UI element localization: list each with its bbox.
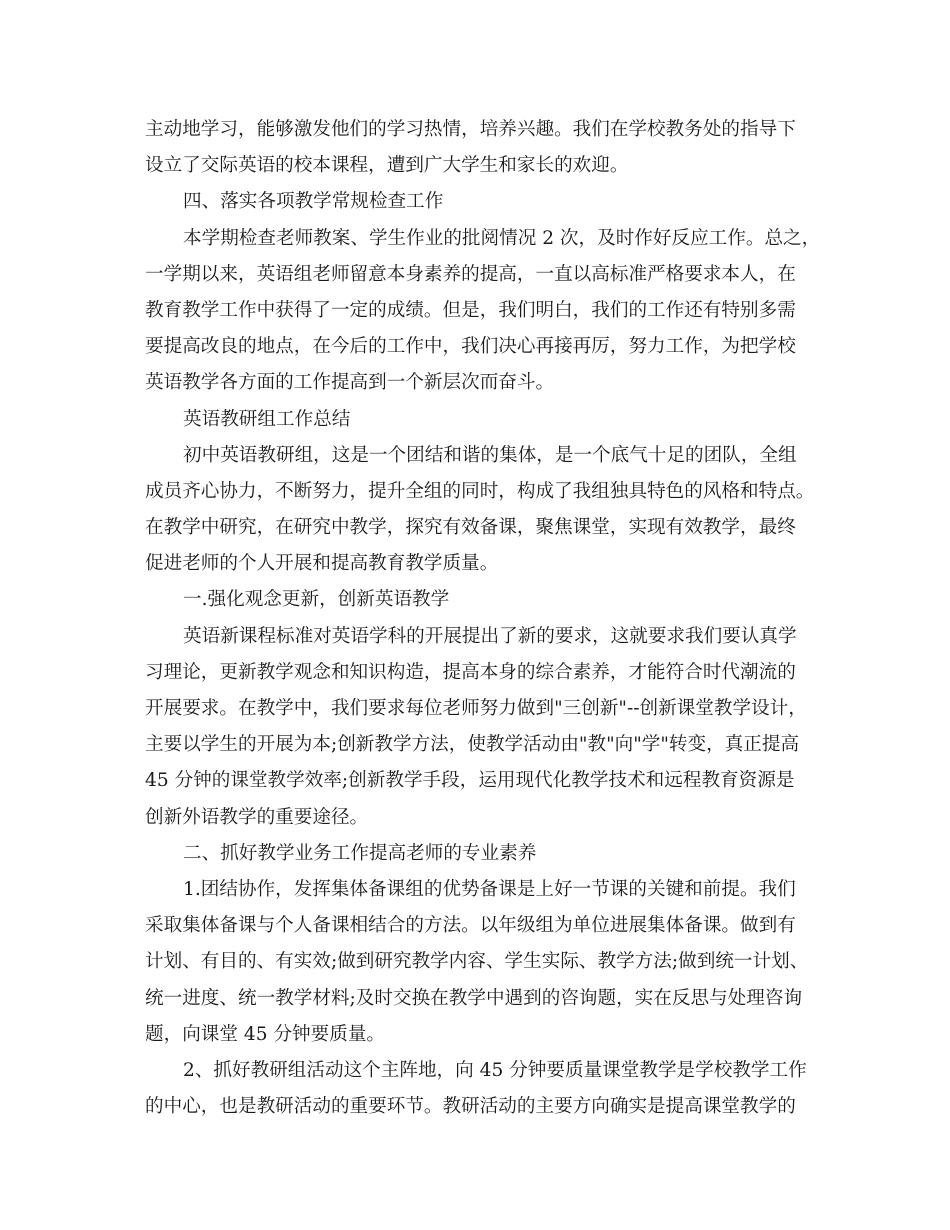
text-line-13: 促进老师的个人开展和提高教育教学质量。: [145, 553, 499, 575]
text-line-10: 初中英语教研组，这是一个团结和谐的集体，是一个底气十足的团队，全组: [183, 444, 797, 466]
text-line-23: 采取集体备课与个人备课相结合的方法。以年级组为单位进展集体备课。做到有: [145, 915, 796, 937]
text-line-20: 创新外语教学的重要途径。: [145, 806, 369, 828]
text-line-27: 2、抓好教研组活动这个主阵地，向 45 分钟要质量课堂教学是学校教学工作: [183, 1059, 807, 1081]
text-line-25: 统一进度、统一教学材料;及时交换在教学中遇到的咨询题，实在反思与处理咨询: [145, 987, 803, 1009]
text-line-11: 成员齐心协力，不断努力，提升全组的同时，构成了我组独具特色的风格和特点。: [145, 480, 815, 502]
text-line-6: 教育教学工作中获得了一定的成绩。但是，我们明白，我们的工作还有特别多需: [145, 299, 796, 321]
text-line-5: 一学期以来，英语组老师留意本身素养的提高，一直以高标准严格要求本人，在: [145, 263, 796, 285]
text-line-2: 设立了交际英语的校本课程，遭到广大学生和家长的欢迎。: [145, 155, 629, 177]
text-line-24: 计划、有目的、有实效;做到研究教学内容、学生实际、教学方法;做到统一计划、: [145, 951, 809, 973]
text-line-17: 开展要求。在教学中，我们要求每位老师努力做到"三创新"--创新课堂教学设计，: [145, 698, 807, 719]
text-line-18: 主要以学生的开展为本;创新教学方法，使教学活动由"教"向"学"转变，真正提高: [145, 734, 800, 756]
text-line-26: 题，向课堂 45 分钟要质量。: [145, 1023, 386, 1045]
text-line-22: 1.团结协作，发挥集体备课组的优势备课是上好一节课的关键和前提。我们: [183, 878, 796, 900]
section-heading-2: 二、抓好教学业务工作提高老师的专业素养: [183, 842, 537, 864]
text-line-12: 在教学中研究，在研究中教学，探究有效备课，聚焦课堂，实现有效教学，最终: [145, 517, 796, 539]
text-line-4: 本学期检查老师教案、学生作业的批阅情况 2 次，及时作好反应工作。总之，: [183, 227, 821, 249]
text-line-15: 英语新课程标准对英语学科的开展提出了新的要求，这就要求我们要认真学: [183, 625, 797, 647]
section-heading-1: 一.强化观念更新，创新英语教学: [183, 589, 450, 611]
document-body: [145, 112, 821, 1125]
text-line-28: 的中心，也是教研活动的重要环节。教研活动的主要方向确实是提高课堂教学的: [145, 1096, 796, 1118]
text-line-19: 45 分钟的课堂教学效率;创新教学手段，运用现代化教学技术和远程教育资源是: [145, 770, 795, 792]
document-title: 英语教研组工作总结: [183, 408, 351, 430]
text-line-1: 主动地学习，能够激发他们的学习热情，培养兴趣。我们在学校教务处的指导下: [145, 119, 796, 140]
text-line-7: 要提高改良的地点，在今后的工作中，我们决心再接再厉，努力工作，为把学校: [145, 336, 796, 358]
text-line-16: 习理论，更新教学观念和知识构造，提高本身的综合素养，才能符合时代潮流的: [145, 661, 796, 683]
text-line-8: 英语教学各方面的工作提高到一个新层次而奋斗。: [145, 372, 555, 394]
section-heading-4: 四、落实各项教学常规检查工作: [183, 191, 444, 213]
